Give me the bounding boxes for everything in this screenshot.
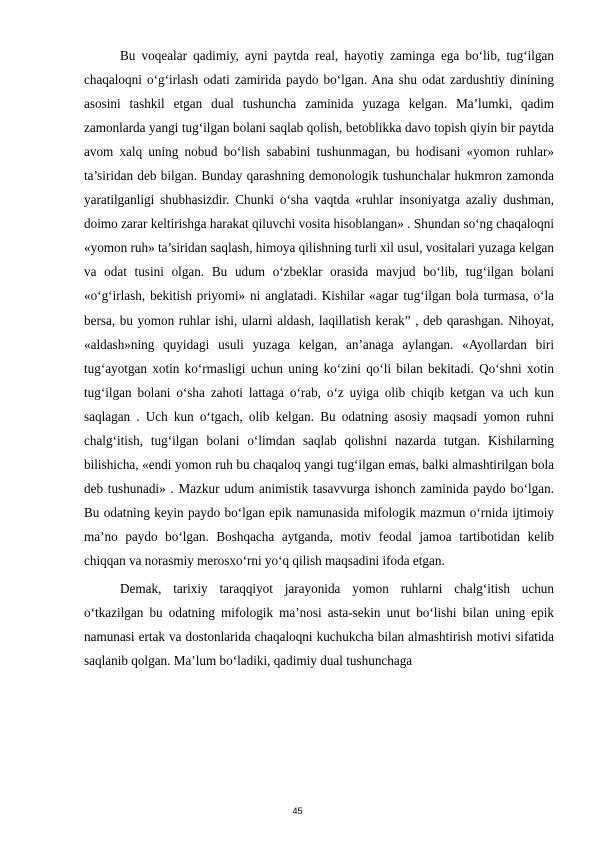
- page-number: 45: [292, 806, 303, 816]
- paragraph-2: Demak, tarixiy taraqqiyot jarayonida yomon ruhlarni chalg‘itish uchun o‘tkazilgan bu odatning mifologik ma’nosi asta-sekin unut bo‘lishi bilan uning epik namunasi ertak va dostonlarida chaqaloqni kuchukcha bilan almashtirish motivi sifatida saqlanib qolgan. Ma’lum bo‘ladiki, qadimiy dual tushunchaga: [84, 581, 554, 669]
- document-body: [84, 44, 554, 673]
- paragraph-1: Bu voqealar qadimiy, ayni paytda real, hayotiy zaminga ega bo‘lib, tug‘ilgan chaqaloqni o‘g‘irlash odati zamirida paydo bo‘lgan. Ana shu odat zardushtiy dinining asosini tashkil etgan dual tushuncha zaminida yuzaga kelgan. Ma’lumki, qadim zamonlarda yangi tug‘ilgan bolani saqlab qolish, betoblikka davo topish qiyin bir paytda avom xalq uning nobud bo‘lish sababini tushunmagan, bu hodisani «yomon ruhlar» ta’siridan deb bilgan. Bunday qarashning demonologik tushunchalar hukmron zamonda yaratilganligi shubhasizdir. Chunki o‘sha vaqtda «ruhlar insoniyatga azaliy dushman, doimo zarar keltirishga harakat qiluvchi vosita hisoblangan» . Shundan so‘ng chaqaloqni «yomon ruh» ta’siridan saqlash, himoya qilishning turli xil usul, vositalari yuzaga kelgan va odat tusini olgan. Bu udum o‘zbeklar orasida mavjud bo‘lib, tug‘ilgan bolani «o‘g‘irlash, bekitish priyomi» ni anglatadi. Kishilar «agar tug‘ilgan bola turmasa, o‘la bersa, bu yomon ruhlar ishi, ularni aldash, laqillatish kerak” , deb qarashgan. Nihoyat, «aldash»ning quyidagi usuli yuzaga kelgan, an’anaga aylangan. «Ayollardan biri tug‘ayotgan xotin ko‘rmasligi uchun uning ko‘zini qo‘li bilan bekitadi. Qo‘shni xotin tug‘ilgan bolani o‘sha zahoti lattaga o‘rab, o‘z uyiga olib chiqib ketgan va uch kun saqlagan . Uch kun o‘tgach, olib kelgan. Bu odatning asosiy maqsadi yomon ruhni chalg‘itish, tug‘ilgan bolani o‘limdan saqlab qolishni nazarda tutgan. Kishilarning bilishicha, «endi yomon ruh bu chaqaloq yangi tug‘ilgan emas, balki almashtirilgan bola deb tushunadi» . Mazkur udum animistik tasavvurga ishonch zaminida paydo bo‘lgan. Bu odatning keyin paydo bo‘lgan epik namunasida mifologik mazmun o‘rnida ijtimoiy ma’no paydo bo‘lgan. Boshqacha aytganda, motiv feodal jamoa tartibotidan kelib chiqqan va norasmiy merosxo‘rni yo‘q qilish maqsadini ifoda etgan.: [84, 48, 554, 568]
